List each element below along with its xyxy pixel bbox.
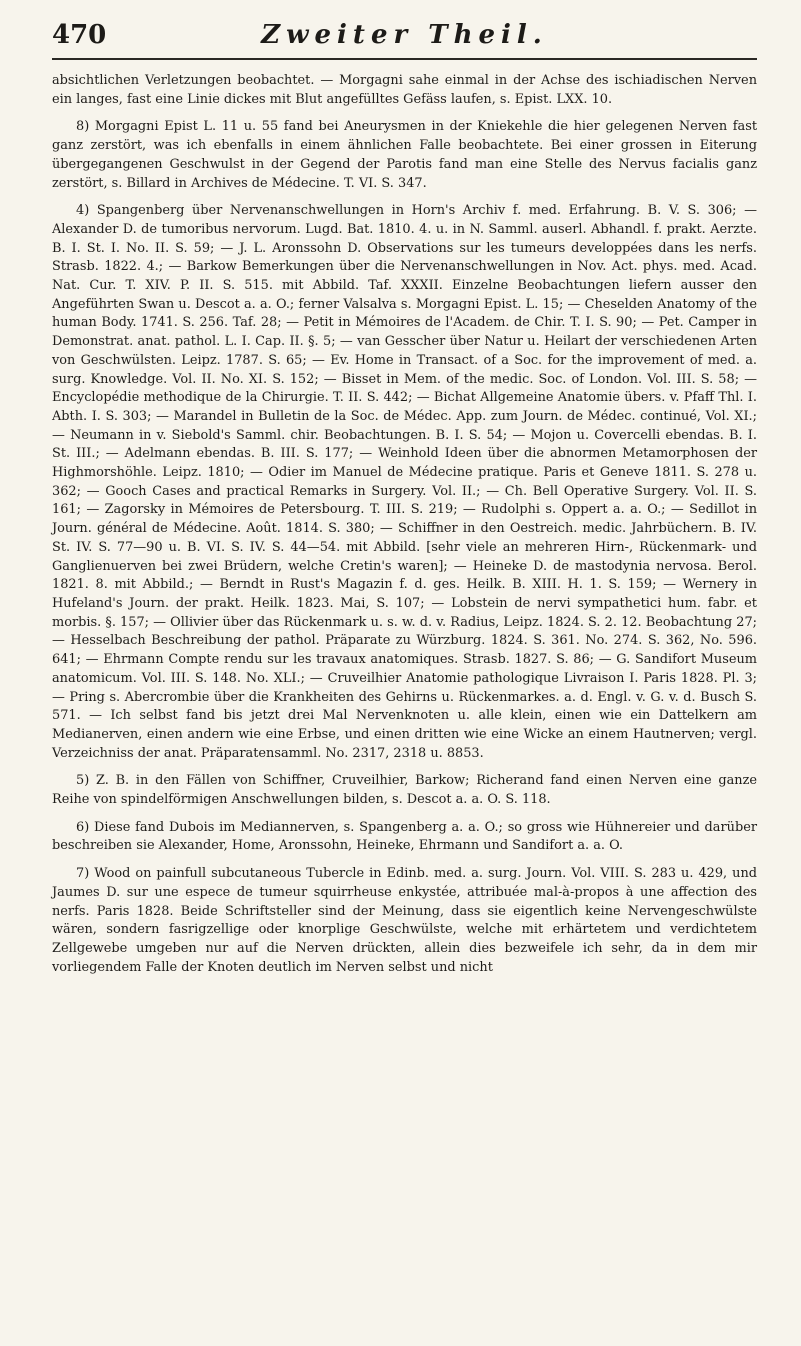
footnote-6: 6) Diese fand Dubois im Mediannerven, s. Spangenberg a. a. O.; so gross wie Hühnereier und darüber beschreiben sie Alexander, Home, Aronssohn, Heineke, Ehrmann und Sandifort a. a. O. xyxy=(52,819,757,854)
body-text xyxy=(52,72,757,977)
footnote-7: 7) Wood on painfull subcutaneous Tubercle in Edinb. med. a. surg. Journ. Vol. VIII. S. 283 u. 429, und Jaumes D. sur une espece de tumeur squirrheuse enkystée, attribuée mal-à-propos à une affection des nerfs. Paris 1828. Beide Schriftsteller sind der Meinung, dass sie eigentlich keine Nervengeschwülste wären, sondern fasrigzellige oder knorplige Geschwülste, welche mit erhärtetem und verdichtetem Zellgewebe umgeben nur auf die Nerven drückten, allein dies bezweifele ich sehr, da in dem mir vorliegendem Falle der Knoten deutlich im Nerven selbst und nicht xyxy=(52,866,757,975)
running-title: Zweiter Theil. xyxy=(261,20,548,50)
footnote-4: 4) Spangenberg über Nervenanschwellungen in Horn's Archiv f. med. Erfahrung. B. V. S. 306; — Alexander D. de tumoribus nervorum. Lugd. Bat. 1810. 4. u. in N. Samml. auserl. Abhandl. f. prakt. Aerzte. B. I. St. I. No. II. S. 59; — J. L. Aronssohn D. Observations sur les tumeurs developpées dans les nerfs. Strasb. 1822. 4.; — Barkow Bemerkungen über die Nervenanschwellungen in Nov. Act. phys. med. Acad. Nat. Cur. T. XIV. P. II. S. 515. mit Abbild. Taf. XXXII. Einzelne Beobachtungen liefern ausser den Angeführten Swan u. Descot a. a. O.; ferner Valsalva s. Morgagni Epist. L. 15; — Cheselden Anatomy of the human Body. 1741. S. 256. Taf. 28; — Petit in Mémoires de l'Academ. de Chir. T. I. S. 90; — Pet. Camper in Demonstrat. anat. pathol. L. I. Cap. II. §. 5; — van Gesscher über Natur u. Heilart der verschiedenen Arten von Geschwülsten. Leipz. 1787. S. 65; — Ev. Home in Transact. of a Soc. for the improvement of med. a. surg. Knowledge. Vol. II. No. XI. S. 152; — Bisset in Mem. of the medic. Soc. of London. Vol. III. S. 58; — Encyclopédie methodique de la Chirurgie. T. II. S. 442; — Bichat Allgemeine Anatomie übers. v. Pfaff Thl. I. Abth. I. S. 303; — Marandel in Bulletin de la Soc. de Médec. App. zum Journ. de Médec. continué, Vol. XI.; — Neumann in v. Siebold's Samml. chir. Beobachtungen. B. I. S. 54; — Mojon u. Covercelli ebendas. B. I. St. III.; — Adelmann ebendas. B. III. S. 177; — Weinhold Ideen über die abnormen Metamorphosen der Highmorshöhle. Leipz. 1810; — Odier im Manuel de Médecine pratique. Paris et Geneve 1811. S. 278 u. 362; — Gooch Cases and practical Remarks in Surgery. Vol. II.; — Ch. Bell Operative Surgery. Vol. II. S. 161; — Zagorsky in Mémoires de Petersbourg. T. III. S. 219; — Rudolphi s. Oppert a. a. O.; — Sedillot in Journ. général de Médecine. Août. 1814. S. 380; — Schiffner in den Oestreich. medic. Jahrbüchern. B. IV. St. IV. S. 77—90 u. B. VI. S. IV. S. 44—54. mit Abbild. [sehr viele an mehreren Hirn-, Rückenmark- und Ganglienuerven bei zwei Brüdern, welche Cretin's waren]; — Heineke D. de mastodynia nervosa. Berol. 1821. 8. mit Abbild.; — Berndt in Rust's Magazin f. d. ges. Heilk. B. XIII. H. 1. S. 159; — Wernery in Hufeland's Journ. der prakt. Heilk. 1823. Mai, S. 107; — Lobstein de nervi sympathetici hum. fabr. et morbis. §. 157; — Ollivier über das Rückenmark u. s. w. d. v. Radius, Leipz. 1824. S. 2. 12. Beobachtung 27; — Hesselbach Beschreibung der pathol. Präparate zu Würzburg. 1824. S. 361. No. 274. S. 362, No. 596. 641; — Ehrmann Compte rendu sur les travaux anatomiques. Strasb. 1827. S. 86; — G. Sandifort Museum anatomicum. Vol. III. S. 148. No. XLI.; — Cruveilhier Anatomie pathologique Livraison I. Paris 1828. Pl. 3; — Pring s. Abercrombie über die Krankheiten des Gehirns u. Rückenmarkes. a. d. Engl. v. G. v. d. Busch S. 571. — Ich selbst fand bis jetzt drei Mal Nervenknoten u. alle klein, einen wie ein Dattelkern am Medianerven, einen andern wie eine Erbse, und einen dritten wie eine Wicke an einem Hautnerven; vergl. Verzeichniss der anat. Präparatensamml. No. 2317, 2318 u. 8853. xyxy=(52,203,757,761)
page-header xyxy=(52,20,757,60)
footnote-5: 5) Z. B. in den Fällen von Schiffner, Cruveilhier, Barkow; Richerand fand einen Nerven eine ganze Reihe von spindelförmigen Anschwellungen bilden, s. Descot a. a. O. S. 118. xyxy=(52,773,757,808)
footnote-3: 8) Morgagni Epist L. 11 u. 55 fand bei Aneurysmen in der Kniekehle die hier gelegenen Nerven fast ganz zerstört, was ich ebenfalls in einem ähnlichen Falle beobachtete. Bei einer grossen in Eiterung übergegangenen Geschwulst in der Gegend der Parotis fand man eine Stelle des Nervus facialis ganz zerstört, s. Billard in Archives de Médecine. T. VI. S. 347. xyxy=(52,119,757,191)
paragraph-continuation: absichtlichen Verletzungen beobachtet. — Morgagni sahe einmal in der Achse des ischiadischen Nerven ein langes, fast eine Linie dickes mit Blut angefülltes Gefäss laufen, s. Epist. LXX. 10. xyxy=(52,73,757,107)
page-number: 470 xyxy=(52,20,107,50)
